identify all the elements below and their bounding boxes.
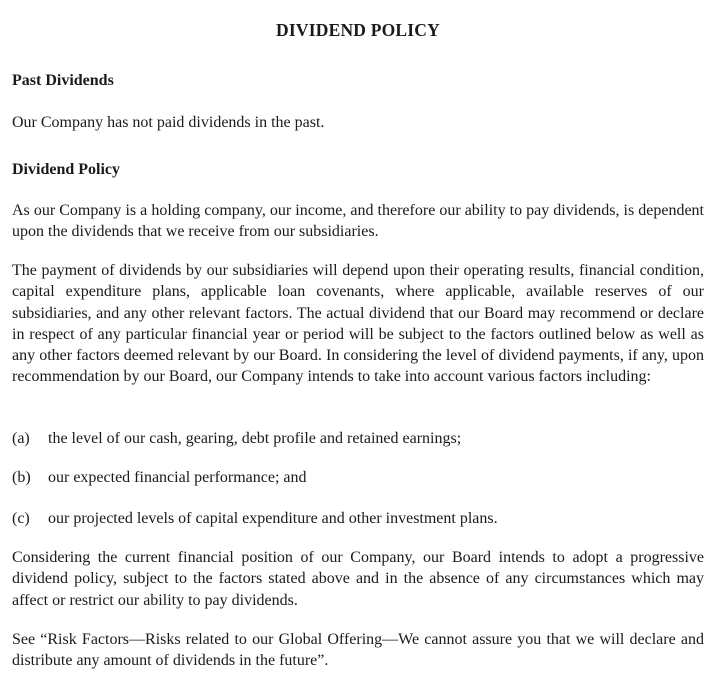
document-title: DIVIDEND POLICY xyxy=(276,20,440,40)
list-marker: (a) xyxy=(12,430,30,447)
list-item-a xyxy=(12,428,704,449)
list-item-c xyxy=(12,508,704,529)
list-marker: (c) xyxy=(12,510,30,527)
list-item-b xyxy=(12,467,704,488)
paragraph-payment-factors: The payment of dividends by our subsidiaries will depend upon their operating results, financial condition, capital expenditure plans, applicable loan covenants, where applicable, available reserves of our subsidiaries, and any other relevant factors. The actual dividend that our Board may recommend or declare in respect of any particular financial year or period will be subject to the factors outlined below as well as any other factors deemed relevant by our Board. In considering the level of dividend payments, if any, upon recommendation by our Board, our Company intends to take into account various factors including: xyxy=(12,262,704,386)
list-marker: (b) xyxy=(12,469,31,486)
paragraph-progressive-policy: Considering the current financial position of our Company, our Board intends to adopt a progressive dividend policy, subject to the factors stated above and in the absence of any circumstances which may affect or restrict our ability to pay dividends. xyxy=(12,549,704,609)
list-item-text: our expected financial performance; and xyxy=(48,469,307,486)
paragraph-past-dividends: Our Company has not paid dividends in the past. xyxy=(12,114,325,131)
paragraph-risk-factors-reference: See “Risk Factors—Risks related to our Global Offering—We cannot assure you that we will declare and distribute any amount of dividends in the future”. xyxy=(12,631,704,670)
heading-past-dividends: Past Dividends xyxy=(12,72,114,89)
list-item-text: our projected levels of capital expenditure and other investment plans. xyxy=(48,510,498,527)
list-item-text: the level of our cash, gearing, debt profile and retained earnings; xyxy=(48,430,462,447)
heading-dividend-policy: Dividend Policy xyxy=(12,161,121,178)
paragraph-holding-company: As our Company is a holding company, our income, and therefore our ability to pay dividends, is dependent upon the dividends that we receive from our subsidiaries. xyxy=(12,202,704,241)
